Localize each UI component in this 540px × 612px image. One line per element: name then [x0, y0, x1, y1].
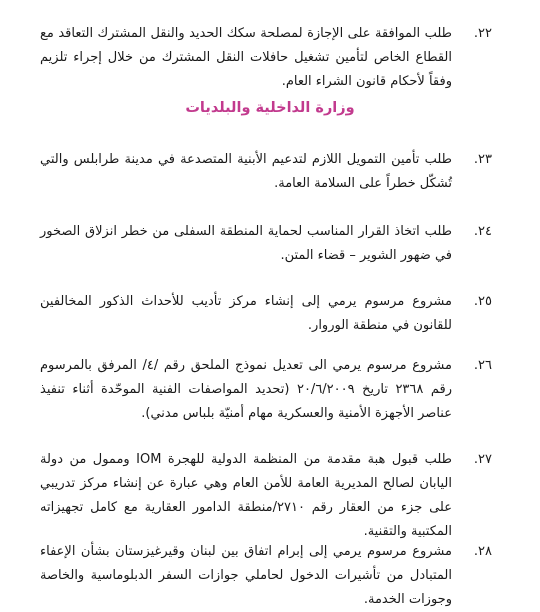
- item-text: طلب تأمين التمويل اللازم لتدعيم الأبنية المتصدعة في مدينة طرابلس والتي تُشكّل خطراً على السلامة العامة.: [40, 152, 452, 191]
- list-item-28: [40, 540, 492, 612]
- list-item-27: [40, 448, 492, 544]
- item-number: ٢٥.: [473, 294, 492, 309]
- list-item-26: [40, 354, 492, 426]
- list-item-24: [40, 220, 492, 268]
- section-heading: وزارة الداخلية والبلديات: [185, 100, 355, 116]
- list-item-23: [40, 148, 492, 196]
- list-item-22: [40, 22, 492, 94]
- item-number: ٢٧.: [473, 452, 492, 467]
- item-text: مشروع مرسوم يرمي إلى إبرام اتفاق بين لبنان وقيرغيزستان بشأن الإعفاء المتبادل من تأشيرات الدخول لحاملي جوازات السفر الدبلوماسية والخاصة وجوزات الخدمة.: [40, 544, 452, 607]
- item-number: ٢٢.: [473, 26, 492, 41]
- item-text: طلب قبول هبة مقدمة من المنظمة الدولية للهجرة IOM وممول من دولة اليابان لصالح المديرية العامة للأمن العام وهي عبارة عن إنشاء مركز تدريبي على جزء من العقار رقم ٢٧١٠/منطقة الدامور العقارية مع كامل تجهيزاته المكتبية والتقنية.: [40, 452, 453, 539]
- item-text: مشروع مرسوم يرمي إلى إنشاء مركز تأديب للأحداث الذكور المخالفين للقانون في منطقة الوروار.: [40, 294, 452, 333]
- list-item-25: [40, 290, 492, 338]
- item-text: مشروع مرسوم يرمي الى تعديل نموذج الملحق رقم /٤/ المرفق بالمرسوم رقم ٢٣٦٨ تاريخ ٢٠/٦/٢٠٠٩ (تحديد المواصفات الفنية الموحّدة أثناء تنفيذ عناصر الأجهزة الأمنية والعسكرية مهام أمنيّة بلباس مدني).: [40, 358, 452, 421]
- item-number: ٢٤.: [473, 224, 492, 239]
- item-number: ٢٨.: [473, 544, 492, 559]
- item-number: ٢٣.: [473, 152, 492, 167]
- item-number: ٢٦.: [473, 358, 492, 373]
- item-text: طلب الموافقة على الإجازة لمصلحة سكك الحديد والنقل المشترك التعاقد مع القطاع الخاص لتأمين تشغيل حافلات النقل المشترك من خلال إجراء تلزيم وفقاً لأحكام قانون الشراء العام.: [40, 26, 452, 89]
- item-text: طلب اتخاذ القرار المناسب لحماية المنطقة السفلى من خطر انزلاق الصخور في ضهور الشوير – قضاء المتن.: [40, 224, 452, 263]
